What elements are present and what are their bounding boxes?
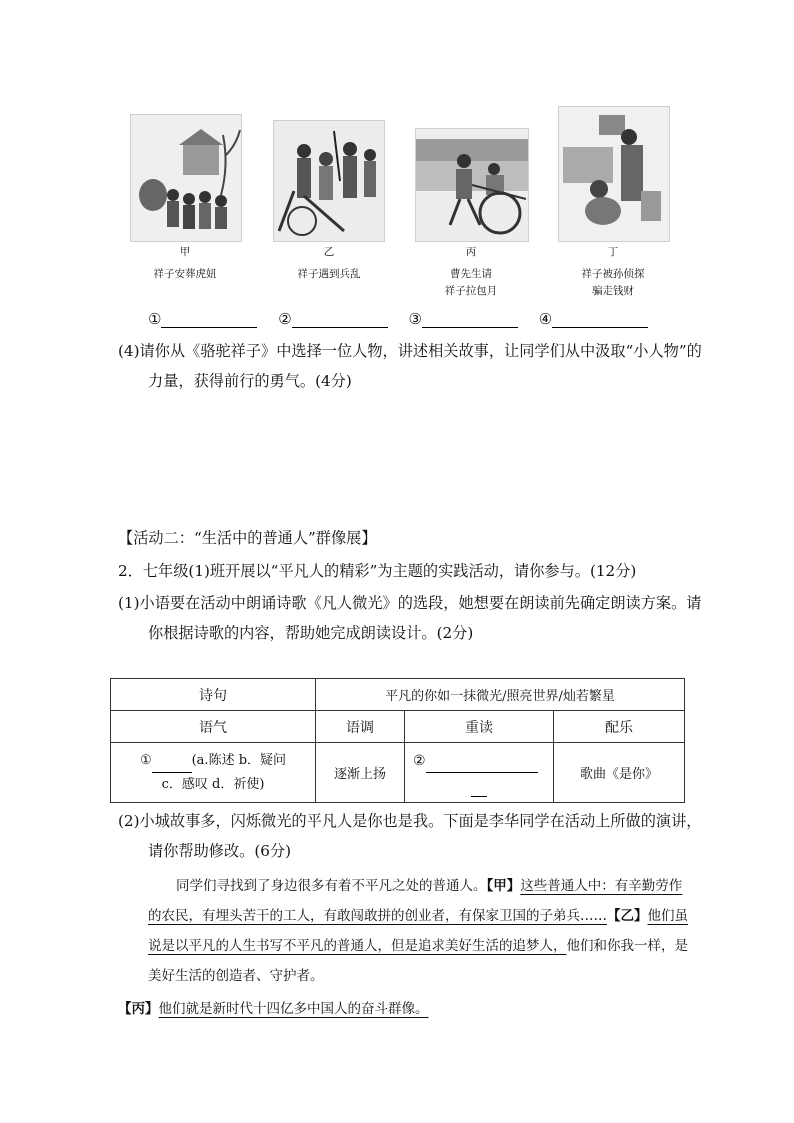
speech-passage [148,871,688,991]
question-2-2: (2)小城故事多，闪烁微光的平凡人是你也是我。下面是李华同学在活动上所做的演讲，请你帮助修改。(6分) [118,812,702,860]
question-2-1: (1)小语要在活动中朗诵诗歌《凡人微光》的选段，她想要在朗读前先确定朗读方案。请你根据诗歌的内容，帮助她完成朗读设计。(2分) [118,594,702,642]
caption-label: 丁 [607,246,619,258]
reading-design-table [110,678,685,803]
caption-line: 祥子被孙侦探 [581,268,645,280]
answer-blanks [148,310,664,328]
stress-cell[interactable] [405,743,554,803]
tone-options-1: (a.陈述 b．疑问 [191,752,287,768]
tone-cell[interactable] [111,743,316,803]
illustration-bing [415,128,529,242]
question-4: (4)请你从《骆驼祥子》中选择一位人物，讲述相关故事，让同学们从中汲取“小人物”的力量，获得前行的勇气。(4分) [118,342,702,390]
question-2: 2．七年级(1)班开展以“平凡人的精彩”为主题的实践活动，请你参与。(12分) [118,562,637,580]
blank-3[interactable]: ③ [408,310,517,328]
header-intonation: 语调 [316,711,405,743]
caption-label: 丙 [465,246,477,258]
poem-text: 平凡的你如一抹微光/照亮世界/灿若繁星 [316,679,685,711]
speech-part-b: 他们虽说是以平凡的人生书写不平凡的普通人，但是追求美好生活的追梦人， [148,908,688,954]
caption-ding [548,244,678,300]
speech-intro: 同学们寻找到了身边很多有着不平凡之处的普通人。 [176,878,487,894]
caption-label: 甲 [179,246,191,258]
speech-part-c: 他们就是新时代十四亿多中国人的奋斗群像。 [158,1001,429,1017]
speech-mark-b: 【乙】 [607,908,648,924]
stress-marker: ② [413,752,426,769]
blank-1[interactable]: ① [148,310,257,328]
caption-bing [406,244,536,300]
tone-blank[interactable] [152,758,192,773]
tone-marker: ① [139,752,152,768]
intonation-cell: 逐渐上扬 [316,743,405,803]
caption-line: 祥子拉包月 [444,285,498,297]
caption-line: 祥子安葬虎妞 [153,268,217,280]
illustration-yi [273,120,385,242]
illustration-ding [558,106,670,242]
blank-2[interactable]: ② [278,310,387,328]
activity-2-heading: 【活动二：“生活中的普通人”群像展】 [118,529,377,547]
header-tone: 语气 [111,711,316,743]
stress-blank[interactable] [426,758,538,773]
caption-jia [120,244,250,283]
speech-part-a: 这些普通人中：有辛勤劳作的农民，有埋头苦干的工人，有敢闯敢拼的创业者，有保家卫国的子弟兵…… [148,878,683,924]
illustration-jia [130,114,242,242]
header-stress: 重读 [405,711,554,743]
caption-line: 曹先生请 [450,268,492,280]
speech-mark-a: 【甲】 [486,878,521,894]
caption-line: 祥子遇到兵乱 [297,268,361,280]
speech-mark-c: 【丙】 [118,1001,159,1017]
header-music: 配乐 [554,711,685,743]
tone-options-2: c．感叹 d．祈使) [161,776,265,792]
caption-label: 乙 [323,246,335,258]
caption-yi [264,244,394,283]
speech-last-line [118,994,658,1024]
speech-middle: 他们和你我一样，是美好生活的创造者、守护者。 [148,938,688,984]
caption-line: 骗走钱财 [592,285,634,297]
poem-label: 诗句 [111,679,316,711]
blank-4[interactable]: ④ [539,310,648,328]
music-cell: 歌曲《是你》 [554,743,685,803]
